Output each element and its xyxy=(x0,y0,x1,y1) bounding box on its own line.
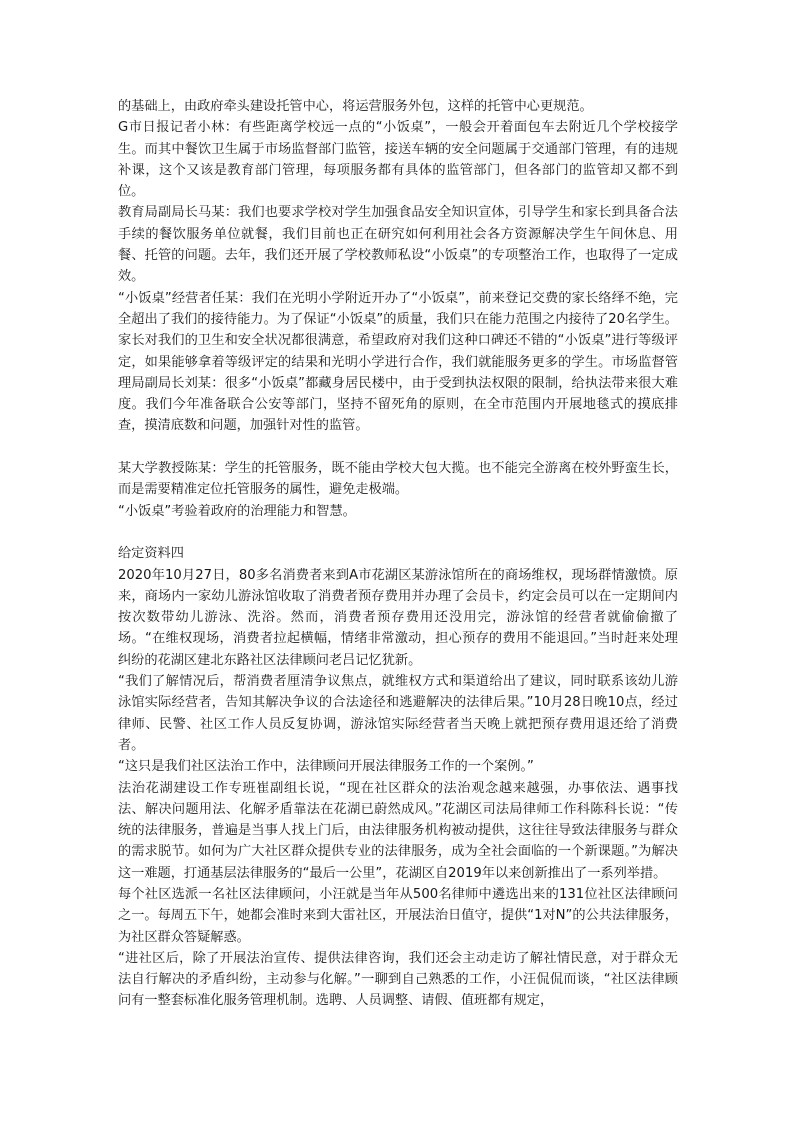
paragraph-swimming-case: 2020年10月27日，80多名消费者来到A市花湖区某游泳馆所在的商场维权，现场群情激愤。原来，商场内一家幼儿游泳馆收取了消费者预存费用并办理了会员卡，约定会员可以在一定期间内按次数带幼儿游泳、洗浴。然而，消费者预存费用还没用完，游泳馆的经营者就偷偷撤了场。“在维权现场，消费者拉起横幅，情绪非常激动，担心预存的费用不能退回。”当时赶来处理纠纷的花湖区建北东路社区法律顾问老吕记忆犹新。 xyxy=(118,567,678,668)
paragraph-case-quote: “这只是我们社区法治工作中，法律顾问开展法律服务工作的一个案例。” xyxy=(118,759,534,775)
paragraph-resolution: “我们了解情况后，帮消费者厘清争议焦点，就维权方式和渠道给出了建议，同时联系该幼儿游泳馆实际经营者，告知其解决争议的合法途径和逃避解决的法律后果。”10月28日晚10点，经过律师、民警、社区工作人员反复协调，游泳馆实际经营者当天晚上就把预存费用退还给了消费者。 xyxy=(118,674,678,753)
paragraph-continuation: 的基础上，由政府牵头建设托管中心，将运营服务外包，这样的托管中心更规范。 xyxy=(118,99,593,114)
paragraph-conclusion: “小饭桌”考验着政府的治理能力和智慧。 xyxy=(118,503,356,519)
paragraph-professor: 某大学教授陈某：学生的托管服务，既不能由学校大包大揽。也不能完全游离在校外野蛮生长，而是需要精准定位托管服务的属性，避免走极端。 xyxy=(118,461,678,498)
blank-line xyxy=(118,522,678,543)
blank-line xyxy=(118,437,678,458)
paragraph-education-bureau: 教育局副局长马某：我们也要求学校对学生加强食品安全知识宣体，引导学生和家长到具备合法手续的餐饮服务单位就餐，我们目前也正在研究如何利用社会各方资源解决学生午间休息、用餐、托管的问题。去年，我们还开展了学校教师私设“小饭桌”的专项整治工作，也取得了一定成效。 xyxy=(118,205,678,285)
paragraph-lawyer-quote: “进社区后，除了开展法治宣传、提供法律咨询，我们还会主动走访了解社情民意，对于群众无法自行解决的矛盾纠纷，主动参与化解。”一聊到自己熟悉的工作，小汪侃侃而谈，“社区法律顾问有一整套标准化服务管理机制。选聘、人员调整、请假、值班都有规定， xyxy=(118,950,678,1009)
document-body xyxy=(118,96,678,1012)
paragraph-reporter: G市日报记者小林：有些距离学校远一点的“小饭桌”，一般会开着面包车去附近几个学校接学生。而其中餐饮卫生属于市场监督部门监管，接送车辆的安全问题属于交通部门管理，有的违规补课，这个又该是教育部门管理，每项服务都有具体的监管部门，但各部门的监管却又都不到位。 xyxy=(118,120,678,200)
section-heading: 给定资料四 xyxy=(118,546,184,562)
paragraph-community-lawyer: 每个社区选派一名社区法律顾问，小汪就是当年从500名律师中遴选出来的131位社区法律顾问之一。每周五下午，她都会准时来到大雷社区，开展法治日值守，提供“1对N”的公共法律服务，为社区群众答疑解惑。 xyxy=(118,886,678,945)
paragraph-operator-and-market-bureau: “小饭桌”经营者任某：我们在光明小学附近开办了“小饭桌”，前来登记交费的家长络绎不绝，完全超出了我们的接待能力。为了保证“小饭桌”的质量，我们只在能力范围之内接待了20名学生。家长对我们的卫生和安全状况都很满意，希望政府对我们这种口碑还不错的“小饭桌”进行等级评定，如果能够拿着等级评定的结果和光明小学进行合作，我们就能服务更多的学生。市场监督管理局副局长刘某：很多“小饭桌”都藏身居民楼中，由于受到执法权限的限制，给执法带来很大难度。我们今年准备联合公安等部门，坚持不留死角的原则，在全市范围内开展地毯式的摸底排查，摸清底数和问题，加强针对性的监管。 xyxy=(118,290,678,434)
paragraph-officials: 法治花湖建设工作专班崔副组长说，“现在社区群众的法治观念越来越强，办事依法、遇事找法、解决问题用法、化解矛盾靠法在花湖已蔚然成风。”花湖区司法局律师工作科陈科长说：“传统的法律服务，普遍是当事人找上门后，由法律服务机构被动提供，这往往导致法律服务与群众的需求脱节。如何为广大社区群众提供专业的法律服务，成为全社会面临的一个新课题。”为解决这一难题，打通基层法律服务的“最后一公里”，花湖区自2019年以来创新推出了一系列举措。 xyxy=(118,780,678,881)
